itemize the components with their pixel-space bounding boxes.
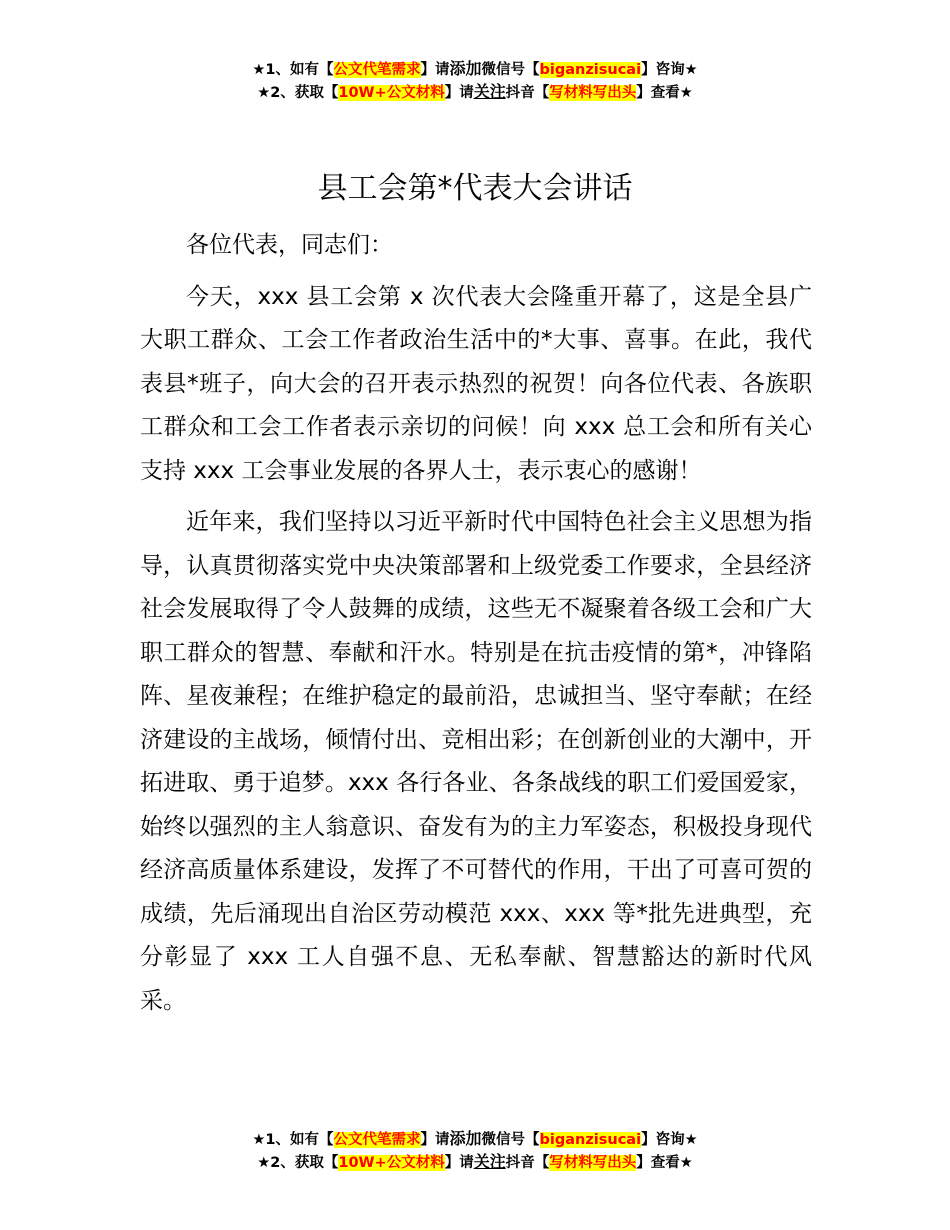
banner-highlight: 10W+公文材料: [338, 85, 445, 101]
banner-line-2: [0, 81, 950, 104]
paragraph: 近年来，我们坚持以习近平新时代中国特色社会主义思想为指导，认真贯彻落实党中央决策部署和上级党委工作要求，全县经济社会发展取得了令人鼓舞的成绩，这些无不凝聚着各级工会和广大职工群众的智慧、奉献和汗水。特别是在抗击疫情的第*，冲锋陷阵、星夜兼程；在维护稳定的最前沿，忠诚担当、坚守奉献；在经济建设的主战场，倾情付出、竞相出彩；在创新创业的大潮中，开拓进取、勇于追梦。xxx 各行各业、各条战线的职工们爱国爱家，始终以强烈的主人翁意识、奋发有为的主力军姿态，积极投身现代经济高质量体系建设，发挥了不可替代的作用，干出了可喜可贺的成绩，先后涌现出自治区劳动模范 xxx、xxx 等*批先进典型，充分彰显了 xxx 工人自强不息、无私奉献、智慧豁达的新时代风采。: [140, 509, 812, 1014]
banner-text: ★1、如有【: [252, 1132, 334, 1148]
banner-text: 】请: [420, 62, 450, 78]
banner-emphasis: 关注: [473, 1152, 506, 1171]
header-banner: [0, 58, 950, 104]
banner-line-1: [0, 58, 950, 81]
banner-emphasis: 关注: [473, 82, 506, 101]
banner-text: 微信号【: [481, 62, 540, 78]
banner-emphasis: 添加: [449, 59, 482, 78]
banner-emphasis: 添加: [449, 1129, 482, 1148]
document-title: 县工会第*代表大会讲话: [317, 171, 633, 206]
document-body: [140, 224, 812, 1023]
banner-highlight: 写材料写出头: [549, 1155, 637, 1171]
banner-line-1: [0, 1128, 950, 1151]
banner-text: 微信号【: [481, 1132, 540, 1148]
banner-text: 抖音【: [505, 1155, 550, 1171]
banner-text: 】查看★: [636, 1155, 693, 1171]
banner-text: 】请: [444, 85, 474, 101]
banner-text: 】咨询★: [641, 62, 698, 78]
banner-text: 】请: [444, 1155, 474, 1171]
banner-highlight: biganzisucai: [539, 62, 642, 78]
banner-highlight: biganzisucai: [539, 1132, 642, 1148]
greeting: 各位代表，同志们：: [186, 232, 393, 258]
banner-highlight: 公文代笔需求: [333, 62, 421, 78]
banner-text: ★2、获取【: [257, 85, 339, 101]
banner-text: 】请: [420, 1132, 450, 1148]
banner-text: ★1、如有【: [252, 62, 334, 78]
banner-text: 】查看★: [636, 85, 693, 101]
banner-text: ★2、获取【: [257, 1155, 339, 1171]
footer-banner: [0, 1128, 950, 1174]
paragraph: 今天，xxx 县工会第 x 次代表大会隆重开幕了，这是全县广大职工群众、工会工作者政治生活中的*大事、喜事。在此，我代表县*班子，向大会的召开表示热烈的祝贺！向各位代表、各族职工群众和工会工作者表示亲切的问候！向 xxx 总工会和所有关心支持 xxx 工会事业发展的各界人士，表示衷心的感谢！: [140, 283, 812, 484]
banner-highlight: 写材料写出头: [549, 85, 637, 101]
banner-text: 抖音【: [505, 85, 550, 101]
banner-highlight: 公文代笔需求: [333, 1132, 421, 1148]
banner-text: 】咨询★: [641, 1132, 698, 1148]
banner-line-2: [0, 1151, 950, 1174]
banner-highlight: 10W+公文材料: [338, 1155, 445, 1171]
